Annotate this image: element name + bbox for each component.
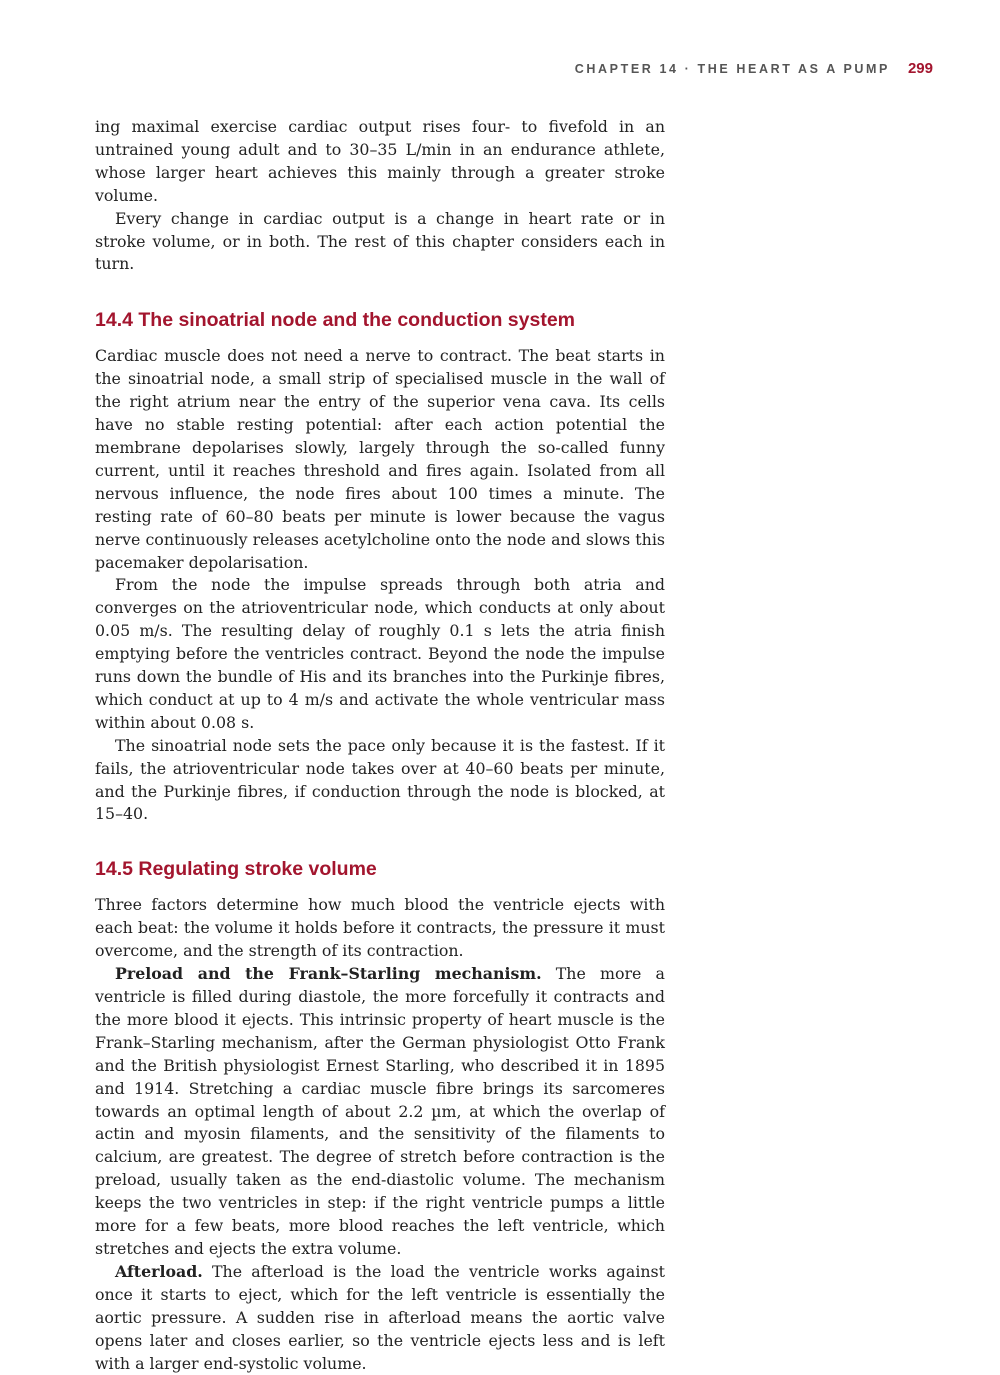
section-heading-14-5: 14.5 Regulating stroke volume (95, 858, 377, 881)
paragraph: The sinoatrial node sets the pace only because it is the fastest. If it fails, the atrioventricular node takes over at 40–60 beats per minute, and the Purkinje fibres, if conduction through the node is blocked, at 15–40. (95, 735, 665, 824)
paragraph: Every change in cardiac output is a change in heart rate or in stroke volume, or in both. The rest of this chapter considers each in turn. (95, 208, 665, 274)
paragraph: From the node the impulse spreads through both atria and converges on the atrioventricular node, which conducts at only about 0.05 m/s. The resulting delay of roughly 0.1 s lets the atria finish emptying before the ventricles contract. Beyond the node the impulse runs down the bundle of His and its branches into the Purkinje fibres, which conduct at up to 4 m/s and activate the whole ventricular mass within about 0.08 s. (95, 575, 665, 732)
preload-paragraph (95, 963, 665, 1261)
run-in-heading-preload: Preload and the Frank–Starling mechanism. (115, 964, 542, 984)
paragraph: Three factors determine how much blood the ventricle ejects with each beat: the volume it holds before it contracts, the pressure it must overcome, and the strength of its contraction. (95, 895, 665, 961)
running-head (575, 60, 933, 77)
afterload-paragraph (95, 1261, 665, 1375)
paragraph: Cardiac muscle does not need a nerve to contract. The beat starts in the sinoatrial node, a small strip of specialised muscle in the wall of the right atrium near the entry of the superior vena cava. Its cells have no stable resting potential: after each action potential the membrane depolarises slowly, largely through the so-called funny current, until it reaches threshold and fires again. Isolated from all nervous influence, the node fires about 100 times a minute. The resting rate of 60–80 beats per minute is lower because the vagus nerve continuously releases acetylcholine onto the node and slows this pacemaker depolarisation. (95, 346, 665, 572)
section-heading-14-4: 14.4 The sinoatrial node and the conduction system (95, 309, 576, 332)
preload-text: The more a ventricle is filled during diastole, the more forcefully it contracts and the more blood it ejects. This intrinsic property of heart muscle is the Frank–Starling mechanism, after the German physiologist Otto Frank and the British physiologist Ernest Starling, who described it in 1895 and 1914. Stretching a cardiac muscle fibre brings its sarcomeres towards an optimal length of about 2.2 µm, at which the overlap of actin and myosin filaments, and the sensitivity of the filaments to calcium, are greatest. The degree of stretch before contraction is the preload, usually taken as the end-diastolic volume. The mechanism keeps the two ventricles in step: if the right ventricle pumps a little more for a few beats, more blood reaches the left ventricle, which stretches and ejects the extra volume. (95, 964, 665, 1258)
afterload-text: The afterload is the load the ventricle works against once it starts to eject, which for the left ventricle is essentially the aortic pressure. A sudden rise in afterload means the aortic valve opens later and closes earlier, so the ventricle ejects less and is left with a larger end-systolic volume. (95, 1261, 665, 1373)
page-number: 299 (907, 60, 933, 77)
text-column (95, 116, 665, 1375)
paragraph: ing maximal exercise cardiac output rises four- to fivefold in an untrained young adult and to 30–35 L/min in an endurance athlete, whose larger heart achieves this mainly through a greater stroke volume. (95, 117, 665, 205)
chapter-title: CHAPTER 14 · THE HEART AS A PUMP (574, 62, 890, 76)
run-in-heading-afterload: Afterload. (115, 1261, 203, 1281)
